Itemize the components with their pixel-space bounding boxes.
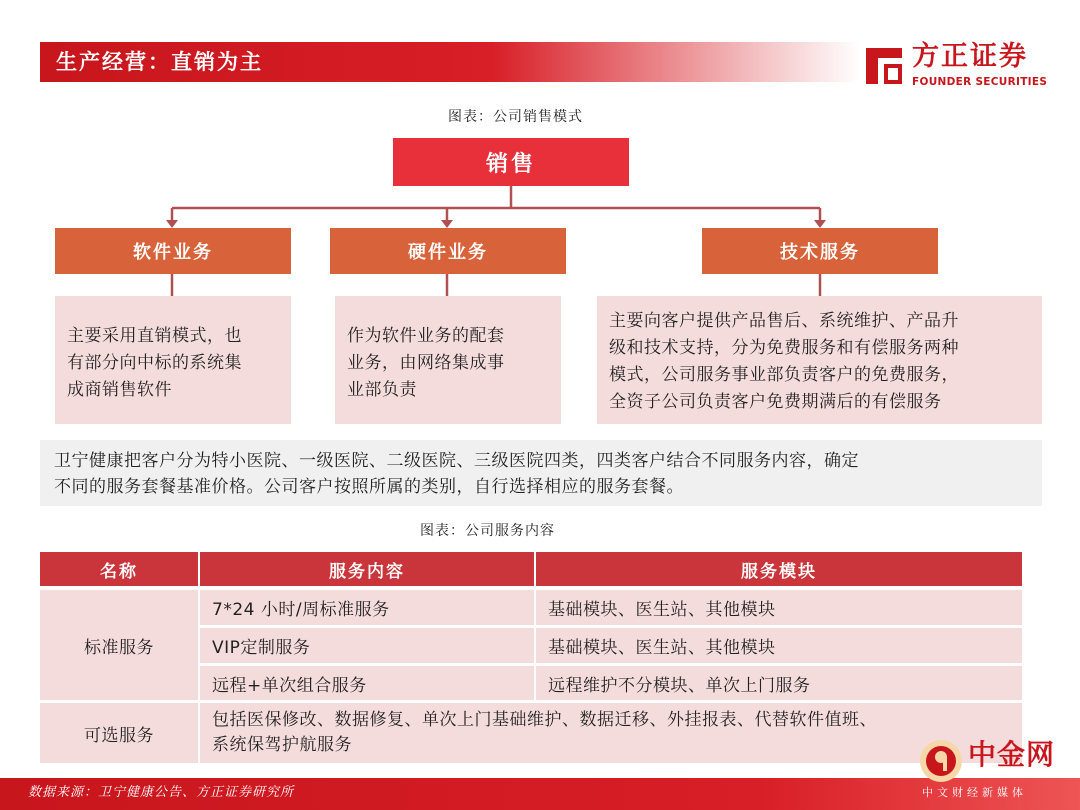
table-row-content: 远程+单次组合服务: [200, 666, 534, 700]
tech-service-box: 技术服务: [702, 228, 938, 274]
diagram-caption: 图表：公司销售模式: [448, 109, 583, 125]
desc-line: 模式，公司服务事业部负责客户的免费服务，: [609, 365, 959, 385]
table-row-content: VIP定制服务: [200, 628, 534, 663]
optional-service-content: [200, 703, 1022, 763]
sales-root-box: 销售: [393, 138, 629, 186]
hardware-desc-box: [335, 296, 561, 424]
table-row-module: 远程维护不分模块、单次上门服务: [536, 666, 1022, 700]
optional-service-name: 可选服务: [40, 703, 198, 763]
table-row-module: 基础模块、医生站、其他模块: [536, 590, 1022, 625]
desc-line: 作为软件业务的配套: [347, 326, 505, 346]
hardware-business-box: 硬件业务: [330, 228, 566, 274]
cngold-logo-icon: [918, 738, 964, 784]
desc-line: 主要向客户提供产品售后、系统维护、产品升: [609, 311, 959, 331]
logo-text-cn: 方正证券: [912, 41, 1028, 72]
watermark-cn: 中金网: [968, 738, 1056, 771]
optional-line: 包括医保修改、数据修复、单次上门基础维护、数据迁移、外挂报表、代替软件值班、: [212, 710, 877, 730]
logo-text-en: FOUNDER SECURITIES: [912, 76, 1048, 88]
header-name: 名称: [40, 552, 198, 586]
data-source: 数据来源：卫宁健康公告、方正证券研究所: [28, 785, 295, 800]
customer-summary: [40, 440, 1042, 506]
watermark-sub: 中文财经新媒体: [922, 786, 1027, 799]
table-caption: 图表：公司服务内容: [420, 523, 555, 539]
header-content: 服务内容: [200, 552, 534, 586]
header-module: 服务模块: [536, 552, 1022, 586]
desc-line: 业务，由网络集成事: [347, 353, 505, 373]
watermark-url: CNGOLD.COM.CN: [984, 771, 1061, 780]
optional-line: 系统保驾护航服务: [212, 735, 352, 755]
desc-line: 全资子公司负责客户免费期满后的有偿服务: [609, 392, 942, 412]
page-title: 生产经营：直销为主: [56, 50, 263, 74]
desc-line: 主要采用直销模式，也: [67, 326, 242, 346]
desc-line: 业部负责: [347, 380, 417, 400]
desc-line: 成商销售软件: [67, 380, 172, 400]
summary-line: 不同的服务套餐基准价格。公司客户按照所属的类别，自行选择相应的服务套餐。: [54, 477, 684, 497]
table-row-content: 7*24 小时/周标准服务: [200, 590, 534, 625]
summary-line: 卫宁健康把客户分为特小医院、一级医院、二级医院、三级医院四类，四类客户结合不同服务内容，确定: [54, 451, 859, 471]
software-desc-box: [55, 296, 291, 424]
desc-line: 有部分向中标的系统集: [67, 353, 242, 373]
desc-line: 级和技术支持，分为免费服务和有偿服务两种: [609, 338, 959, 358]
software-business-box: 软件业务: [55, 228, 291, 274]
table-row-module: 基础模块、医生站、其他模块: [536, 628, 1022, 663]
tech-service-desc-box: [597, 296, 1042, 424]
standard-service-name: 标准服务: [40, 590, 198, 700]
